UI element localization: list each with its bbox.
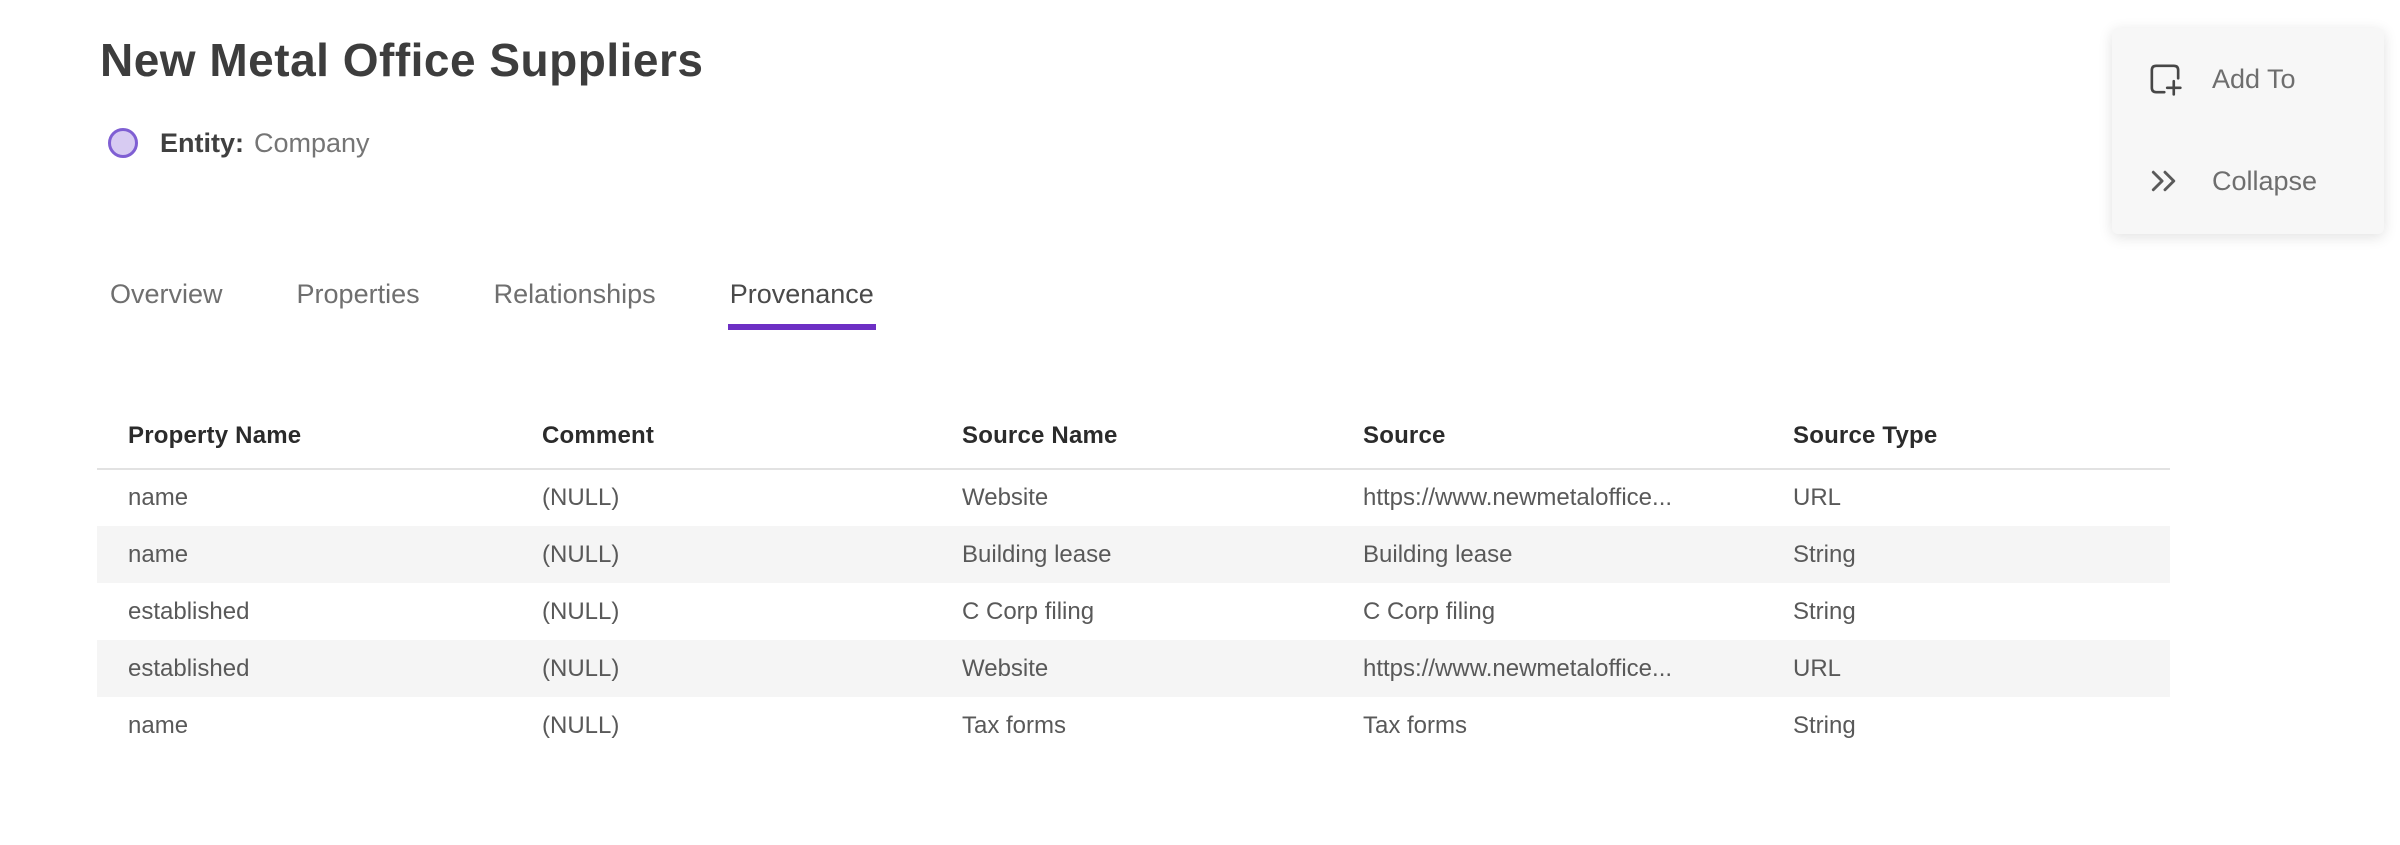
entity-value: Company <box>254 127 370 158</box>
column-header-property-name: Property Name <box>97 422 511 469</box>
entity-type-circle-icon <box>108 128 138 158</box>
cell-comment: (NULL) <box>542 597 620 625</box>
table-row <box>97 469 2170 526</box>
tab-bar <box>108 278 2400 330</box>
cell-source-type: URL <box>1793 484 1842 511</box>
cell-source-type: String <box>1793 711 1856 739</box>
cell-property-name: name <box>128 540 189 568</box>
double-chevron-right-icon <box>2146 162 2184 200</box>
add-to-square-plus-icon <box>2146 60 2184 98</box>
cell-property-name: established <box>128 597 250 625</box>
page-title: New Metal Office Suppliers <box>100 34 704 86</box>
cell-source: https://www.newmetaloffice... <box>1363 654 1673 682</box>
cell-source-name: Building lease <box>962 540 1112 568</box>
column-header-comment: Comment <box>511 422 931 469</box>
table-row <box>97 583 2170 640</box>
tab-relationships[interactable]: Relationships <box>492 278 658 330</box>
cell-property-name: name <box>128 484 189 511</box>
column-header-source-type: Source Type <box>1762 422 2170 469</box>
entity-type-row <box>108 126 2400 160</box>
cell-comment: (NULL) <box>542 654 620 682</box>
column-header-source: Source <box>1332 422 1762 469</box>
cell-source-name: Website <box>962 484 1049 511</box>
cell-source: Tax forms <box>1363 711 1468 739</box>
provenance-table-container <box>97 422 2170 754</box>
tab-overview[interactable]: Overview <box>108 278 225 330</box>
cell-comment: (NULL) <box>542 540 620 568</box>
cell-source: C Corp filing <box>1363 597 1496 625</box>
column-header-source-name: Source Name <box>931 422 1332 469</box>
add-to-button[interactable] <box>2146 60 2296 98</box>
cell-source-name: Tax forms <box>962 711 1067 739</box>
cell-comment: (NULL) <box>542 711 620 739</box>
cell-source: Building lease <box>1363 540 1513 568</box>
entity-label: Entity: <box>160 127 244 158</box>
cell-source-type: String <box>1793 597 1856 625</box>
table-row <box>97 697 2170 754</box>
cell-source-type: String <box>1793 540 1856 568</box>
collapse-label: Collapse <box>2212 165 2318 196</box>
table-row <box>97 640 2170 697</box>
table-row <box>97 526 2170 583</box>
cell-source: https://www.newmetaloffice... <box>1363 484 1673 511</box>
provenance-table <box>97 422 2170 754</box>
cell-property-name: established <box>128 654 250 682</box>
add-to-label: Add To <box>2212 63 2296 94</box>
cell-comment: (NULL) <box>542 484 620 511</box>
tab-properties[interactable]: Properties <box>295 278 422 330</box>
floating-action-panel <box>2112 28 2384 234</box>
tab-provenance[interactable]: Provenance <box>728 278 876 330</box>
table-header-row <box>97 422 2170 469</box>
cell-property-name: name <box>128 711 189 739</box>
cell-source-name: Website <box>962 654 1049 682</box>
cell-source-name: C Corp filing <box>962 597 1095 625</box>
cell-source-type: URL <box>1793 654 1842 682</box>
collapse-button[interactable] <box>2146 162 2317 200</box>
